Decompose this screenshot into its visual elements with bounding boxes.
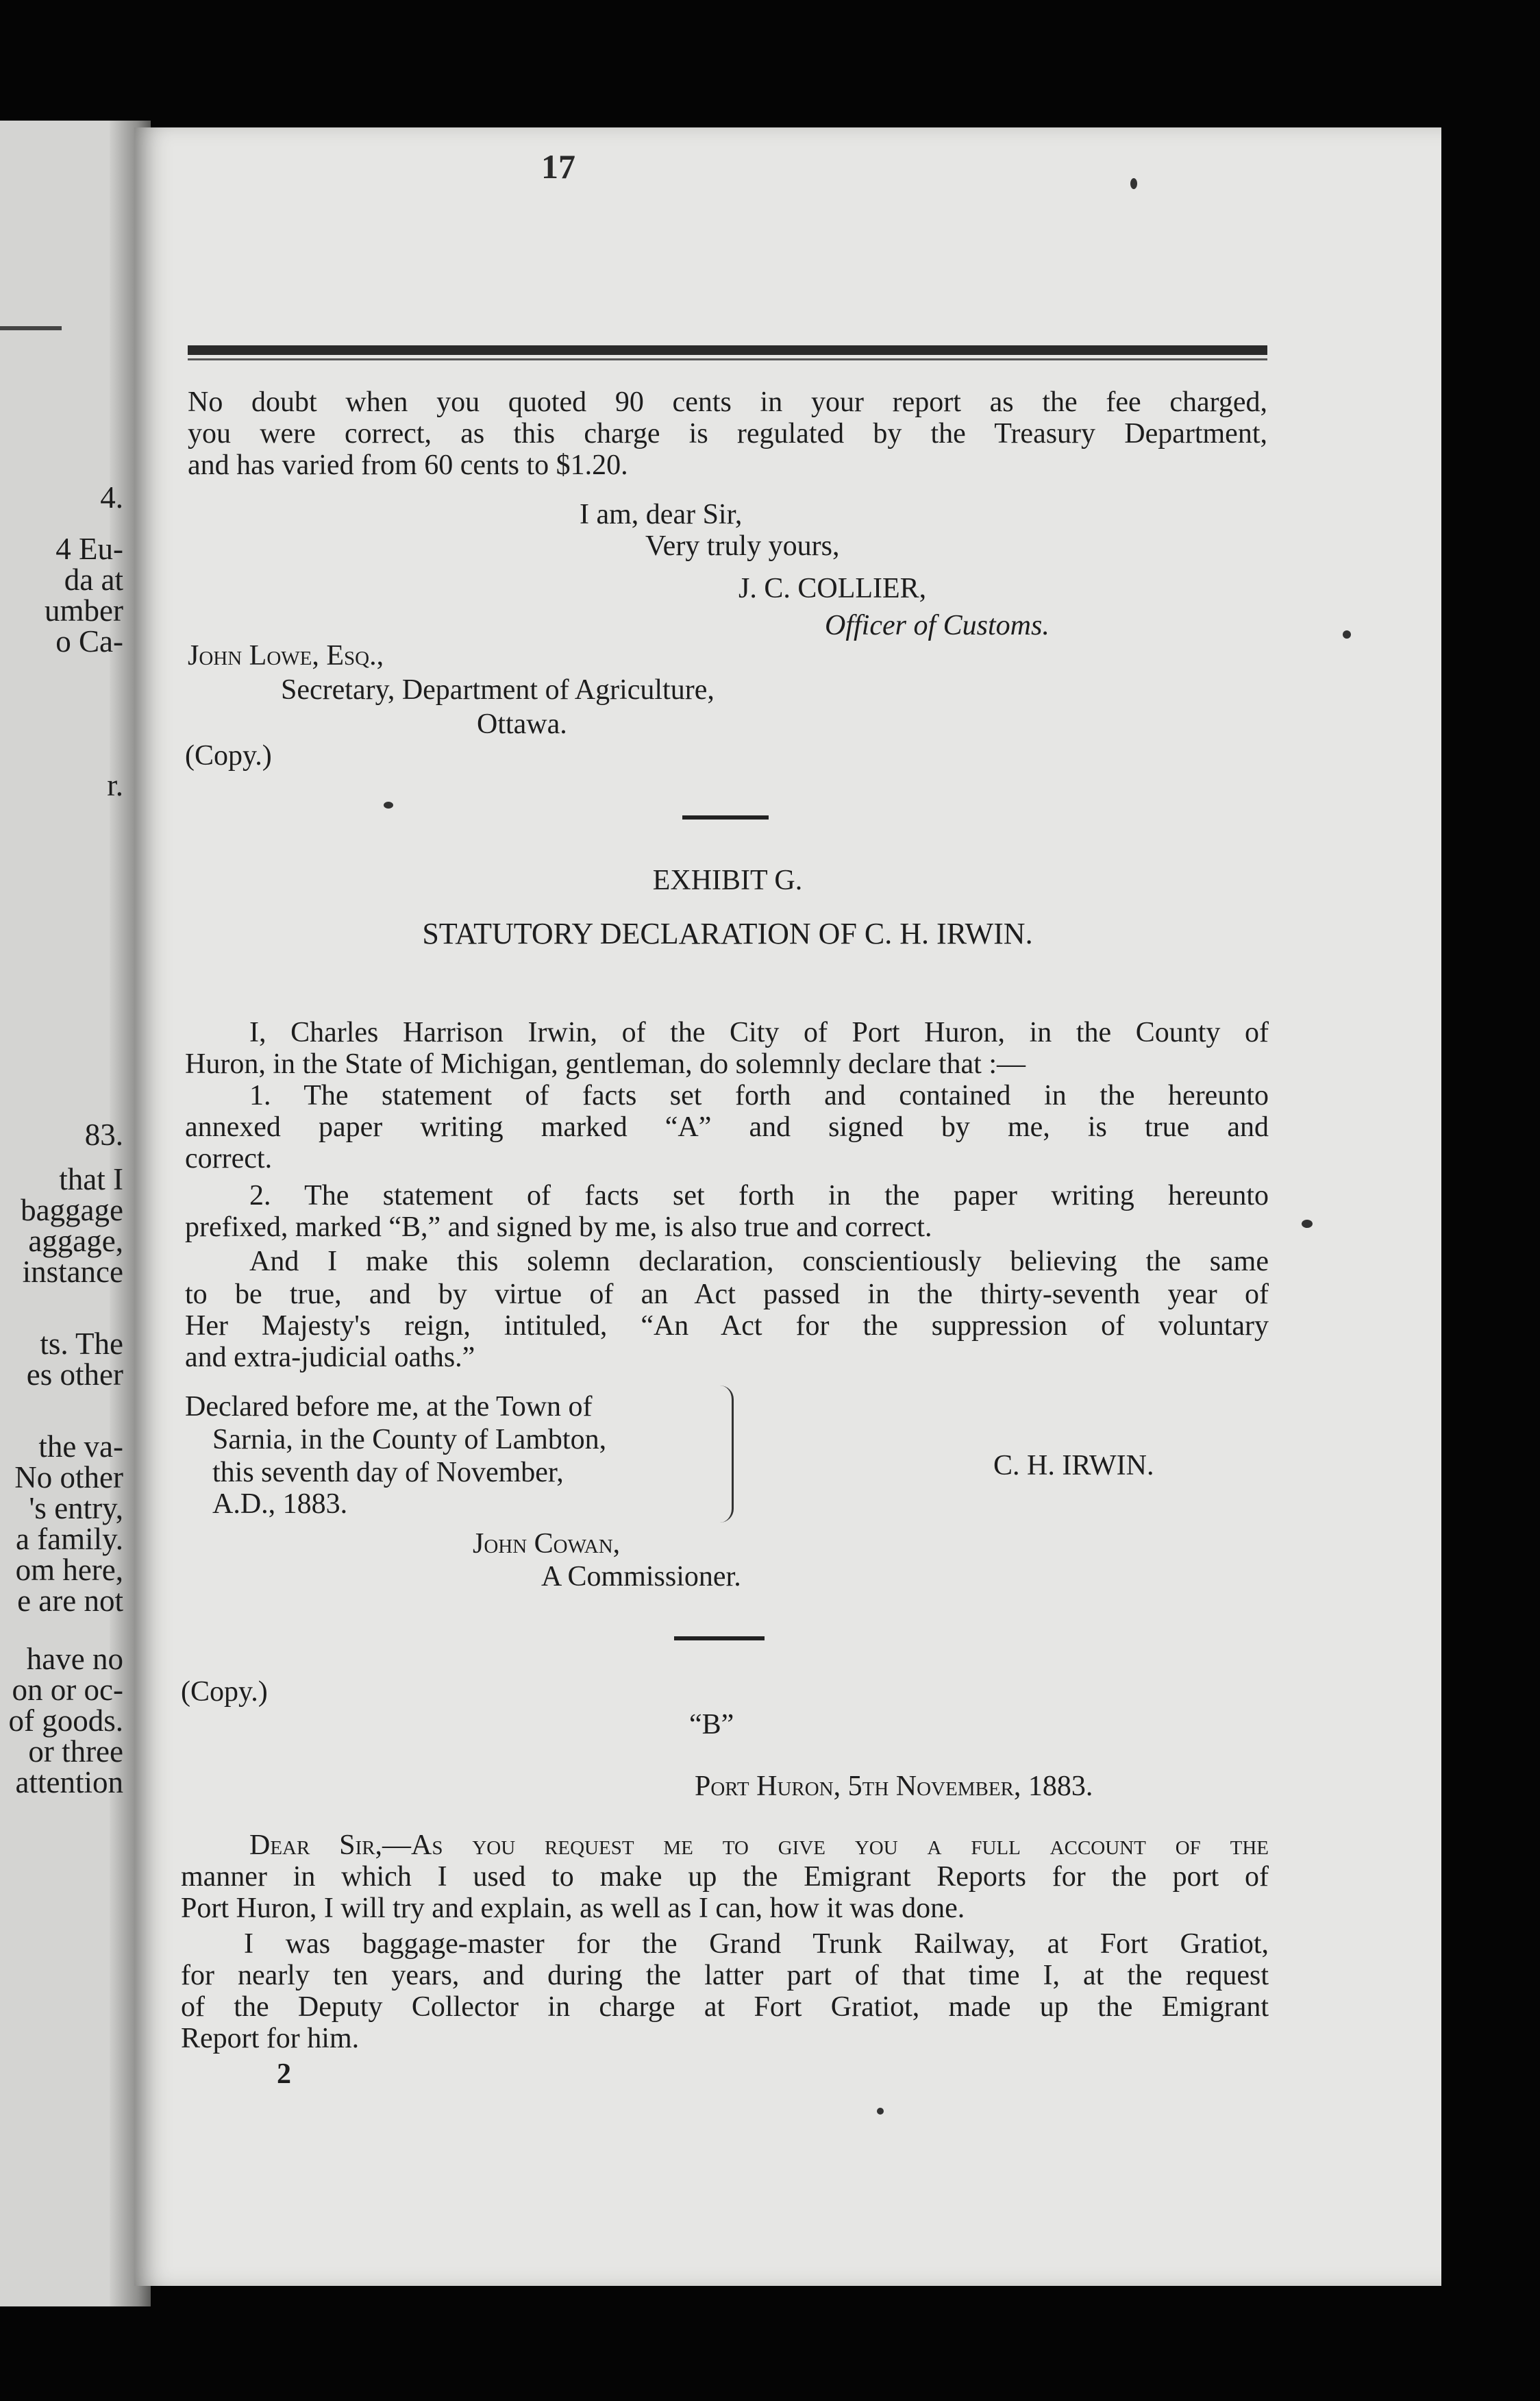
declaration-line: Her Majesty's reign, intituled, “An Act for the suppression of voluntary — [185, 1310, 1269, 1342]
left-facing-page — [0, 121, 151, 2306]
left-page-text-fragment: 83. — [84, 1118, 123, 1152]
left-page-text-fragment: e are not — [17, 1584, 123, 1618]
letter-b-line: for nearly ten years, and during the latter part of that time I, at the request — [181, 1960, 1269, 1991]
letter-b-line: Dear Sir,—As you request me to give you a full account of the — [249, 1830, 1269, 1861]
left-page-text-fragment: o Ca- — [55, 624, 123, 658]
section-rule — [674, 1636, 765, 1640]
left-page-text-fragment: attention — [15, 1765, 123, 1799]
left-page-text-fragment: or three — [28, 1734, 123, 1769]
jurat-line: Sarnia, in the County of Lambton, — [212, 1424, 607, 1455]
left-page-text-fragment: da at — [64, 563, 123, 597]
addressee-city: Ottawa. — [477, 709, 567, 740]
commissioner-name: John Cowan, — [473, 1528, 621, 1560]
page-number: 17 — [541, 147, 575, 186]
letter-b-heading: “B” — [689, 1709, 734, 1740]
left-page-text-fragment: that I — [59, 1162, 123, 1196]
left-page-text-fragment: 4. — [100, 480, 123, 515]
letter-closing: I am, dear Sir, — [580, 499, 743, 530]
left-page-text-fragment: r. — [107, 768, 123, 802]
speck — [1130, 178, 1137, 189]
declaration-line: to be true, and by virtue of an Act passed in the thirty-seventh year of — [185, 1279, 1269, 1310]
letter-signer: J. C. COLLIER, — [738, 573, 927, 604]
section-rule — [682, 815, 769, 820]
declaration-line: and extra-judicial oaths.” — [185, 1342, 475, 1373]
declaration-line: correct. — [185, 1143, 273, 1174]
left-page-text-fragment: 4 Eu- — [55, 532, 123, 566]
declaration-line: Huron, in the State of Michigan, gentleman, do solemnly declare that :— — [185, 1048, 1026, 1080]
letter-paragraph-line: you were correct, as this charge is regulated by the Treasury Department, — [188, 418, 1267, 450]
commissioner-title: A Commissioner. — [541, 1561, 741, 1592]
declaration-line: annexed paper writing marked “A” and signed by me, is true and — [185, 1111, 1269, 1143]
left-page-text-fragment: have no — [26, 1642, 123, 1676]
exhibit-title: EXHIBIT G. — [652, 865, 803, 896]
jurat-brace — [719, 1386, 734, 1523]
letter-b-line: Port Huron, I will try and explain, as well as I can, how it was done. — [181, 1893, 965, 1924]
header-rule — [188, 345, 1267, 355]
declaration-line: 2. The statement of facts set forth in the paper writing hereunto — [249, 1180, 1269, 1211]
speck — [384, 802, 393, 809]
left-page-rule — [0, 326, 62, 330]
left-page-text-fragment: on or oc- — [12, 1673, 123, 1707]
left-page-text-fragment: a family. — [15, 1522, 123, 1556]
declaration-title: STATUTORY DECLARATION OF C. H. IRWIN. — [422, 917, 1033, 950]
letter-paragraph-line: and has varied from 60 cents to $1.20. — [188, 450, 628, 481]
left-page-text-fragment: ts. The — [40, 1327, 123, 1361]
left-page-text-fragment: instance — [22, 1255, 123, 1289]
copy-label: (Copy.) — [185, 740, 272, 772]
declaration-line: I, Charles Harrison Irwin, of the City of Port Huron, in the County of — [249, 1017, 1269, 1048]
declarant-signature: C. H. IRWIN. — [993, 1450, 1154, 1481]
left-page-text-fragment: umber — [45, 593, 123, 628]
jurat-line: Declared before me, at the Town of — [185, 1391, 593, 1423]
left-page-text-fragment: of goods. — [8, 1703, 123, 1738]
signature-mark: 2 — [277, 2058, 291, 2090]
left-page-text-fragment: No other — [14, 1460, 123, 1494]
letter-b-place-date: Port Huron, 5th November, 1883. — [695, 1771, 1093, 1802]
speck — [1343, 630, 1351, 639]
letter-b-line: I was baggage-master for the Grand Trunk Railway, at Fort Gratiot, — [244, 1928, 1269, 1960]
addressee-name: John Lowe, Esq., — [188, 640, 384, 672]
letter-closing: Very truly yours, — [645, 530, 840, 562]
left-page-text-fragment: aggage, — [28, 1224, 123, 1258]
speck — [877, 2108, 884, 2115]
jurat-line: A.D., 1883. — [212, 1488, 348, 1520]
left-page-text-fragment: 's entry, — [29, 1491, 123, 1525]
letter-b-line: Report for him. — [181, 2023, 360, 2054]
declaration-line: And I make this solemn declaration, conscientiously believing the same — [249, 1246, 1269, 1277]
left-page-text-fragment: om here, — [15, 1553, 123, 1587]
copy-label: (Copy.) — [181, 1676, 268, 1708]
declaration-line: 1. The statement of facts set forth and contained in the hereunto — [249, 1080, 1269, 1111]
speck — [1302, 1220, 1313, 1228]
declaration-line: prefixed, marked “B,” and signed by me, is also true and correct. — [185, 1211, 932, 1243]
letter-paragraph-line: No doubt when you quoted 90 cents in your report as the fee charged, — [188, 386, 1267, 418]
letter-b-line: manner in which I used to make up the Emigrant Reports for the port of — [181, 1861, 1269, 1893]
letter-b-line: of the Deputy Collector in charge at Fort Gratiot, made up the Emigrant — [181, 1991, 1269, 2023]
letter-signer-title: Officer of Customs. — [825, 610, 1050, 641]
left-page-text-fragment: es other — [26, 1357, 123, 1392]
jurat-line: this seventh day of November, — [212, 1457, 564, 1488]
left-page-text-fragment: the va- — [38, 1429, 123, 1464]
left-page-text-fragment: baggage — [21, 1193, 123, 1227]
addressee-title: Secretary, Department of Agriculture, — [281, 674, 715, 706]
